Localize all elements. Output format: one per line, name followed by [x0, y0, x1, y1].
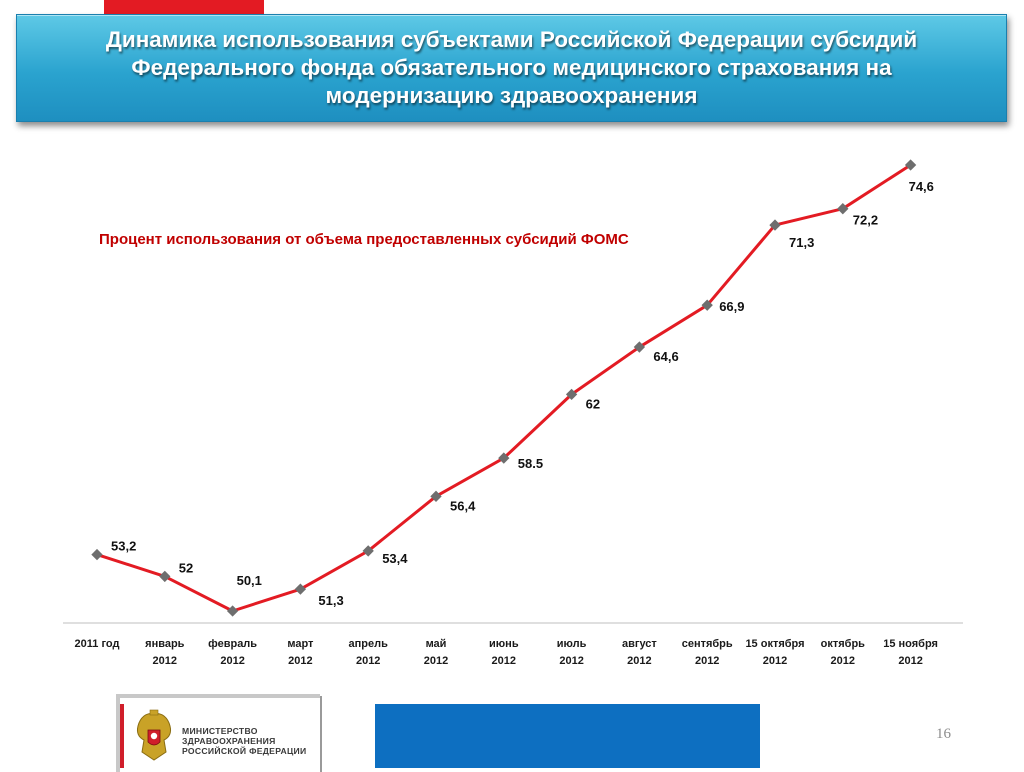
data-label: 72,2 [852, 212, 879, 228]
x-tick-label: 2012 [220, 655, 245, 667]
data-label: 71,3 [789, 235, 815, 251]
x-tick-label: март [287, 638, 314, 650]
x-tick-label: 2012 [830, 655, 856, 667]
data-point-marker [159, 571, 170, 582]
logo-line-1: МИНИСТЕРСТВО [182, 726, 258, 736]
logo-line-2: ЗДРАВООХРАНЕНИЯ [182, 736, 276, 746]
x-tick-label: 2012 [288, 655, 313, 667]
coat-of-arms-icon [132, 708, 176, 764]
series-line [97, 165, 911, 611]
x-tick-label: август [621, 638, 657, 650]
x-tick-label: 2012 [694, 655, 720, 667]
data-label: 62 [585, 396, 601, 412]
x-tick-label: 2012 [152, 655, 178, 667]
data-label: 58.5 [517, 456, 544, 472]
data-label: 52 [178, 560, 194, 576]
logo-line-3: РОССИЙСКОЙ ФЕДЕРАЦИИ [182, 746, 307, 756]
chart-title: Процент использования от объема предоставленных субсидий ФОМС [99, 231, 629, 248]
x-tick-label: июнь [489, 638, 519, 650]
logo-text [182, 726, 307, 756]
slide-title: Динамика использования субъектами Российской Федерации субсидий Федерального фонда обязательного медицинского страхования на модернизацию здравоохранения [105, 27, 918, 108]
x-tick-label: июль [556, 638, 587, 650]
x-tick-label: октябрь [820, 638, 865, 650]
x-tick-label: 2012 [627, 655, 652, 667]
x-tick-label: 15 ноября [883, 638, 938, 650]
data-label: 66,9 [719, 299, 745, 315]
x-tick-label: апрель [348, 638, 388, 650]
x-tick-label: 2012 [423, 655, 449, 667]
data-point-marker [91, 549, 102, 560]
x-axis-tick-labels [75, 638, 938, 667]
data-label: 53,2 [111, 538, 137, 554]
x-tick-label: 2011 год [74, 638, 120, 650]
x-tick-label: 2012 [559, 655, 584, 667]
data-label: 56,4 [450, 498, 476, 514]
footer-blue-block [375, 704, 760, 768]
series-markers [91, 159, 916, 616]
data-point-marker [295, 583, 306, 594]
data-label: 74,6 [908, 179, 934, 194]
x-tick-label: февраль [208, 638, 258, 650]
data-labels [111, 179, 934, 608]
logo-red-bar [120, 704, 124, 768]
data-label: 53,4 [382, 550, 408, 566]
x-tick-label: 2012 [762, 655, 788, 667]
page-number: 16 [936, 726, 951, 742]
x-tick-label: 2012 [355, 655, 381, 667]
data-label: 64,6 [653, 349, 679, 365]
data-point-marker [227, 605, 238, 616]
x-tick-label: январь [145, 638, 185, 650]
ministry-logo [116, 694, 320, 772]
data-label: 50,1 [236, 573, 262, 588]
data-label: 51,3 [318, 593, 344, 609]
x-tick-label: 15 октября [745, 638, 805, 650]
x-tick-label: май [425, 638, 447, 650]
x-tick-label: 2012 [898, 655, 923, 667]
x-tick-label: 2012 [491, 655, 517, 667]
x-tick-label: сентябрь [681, 638, 733, 650]
